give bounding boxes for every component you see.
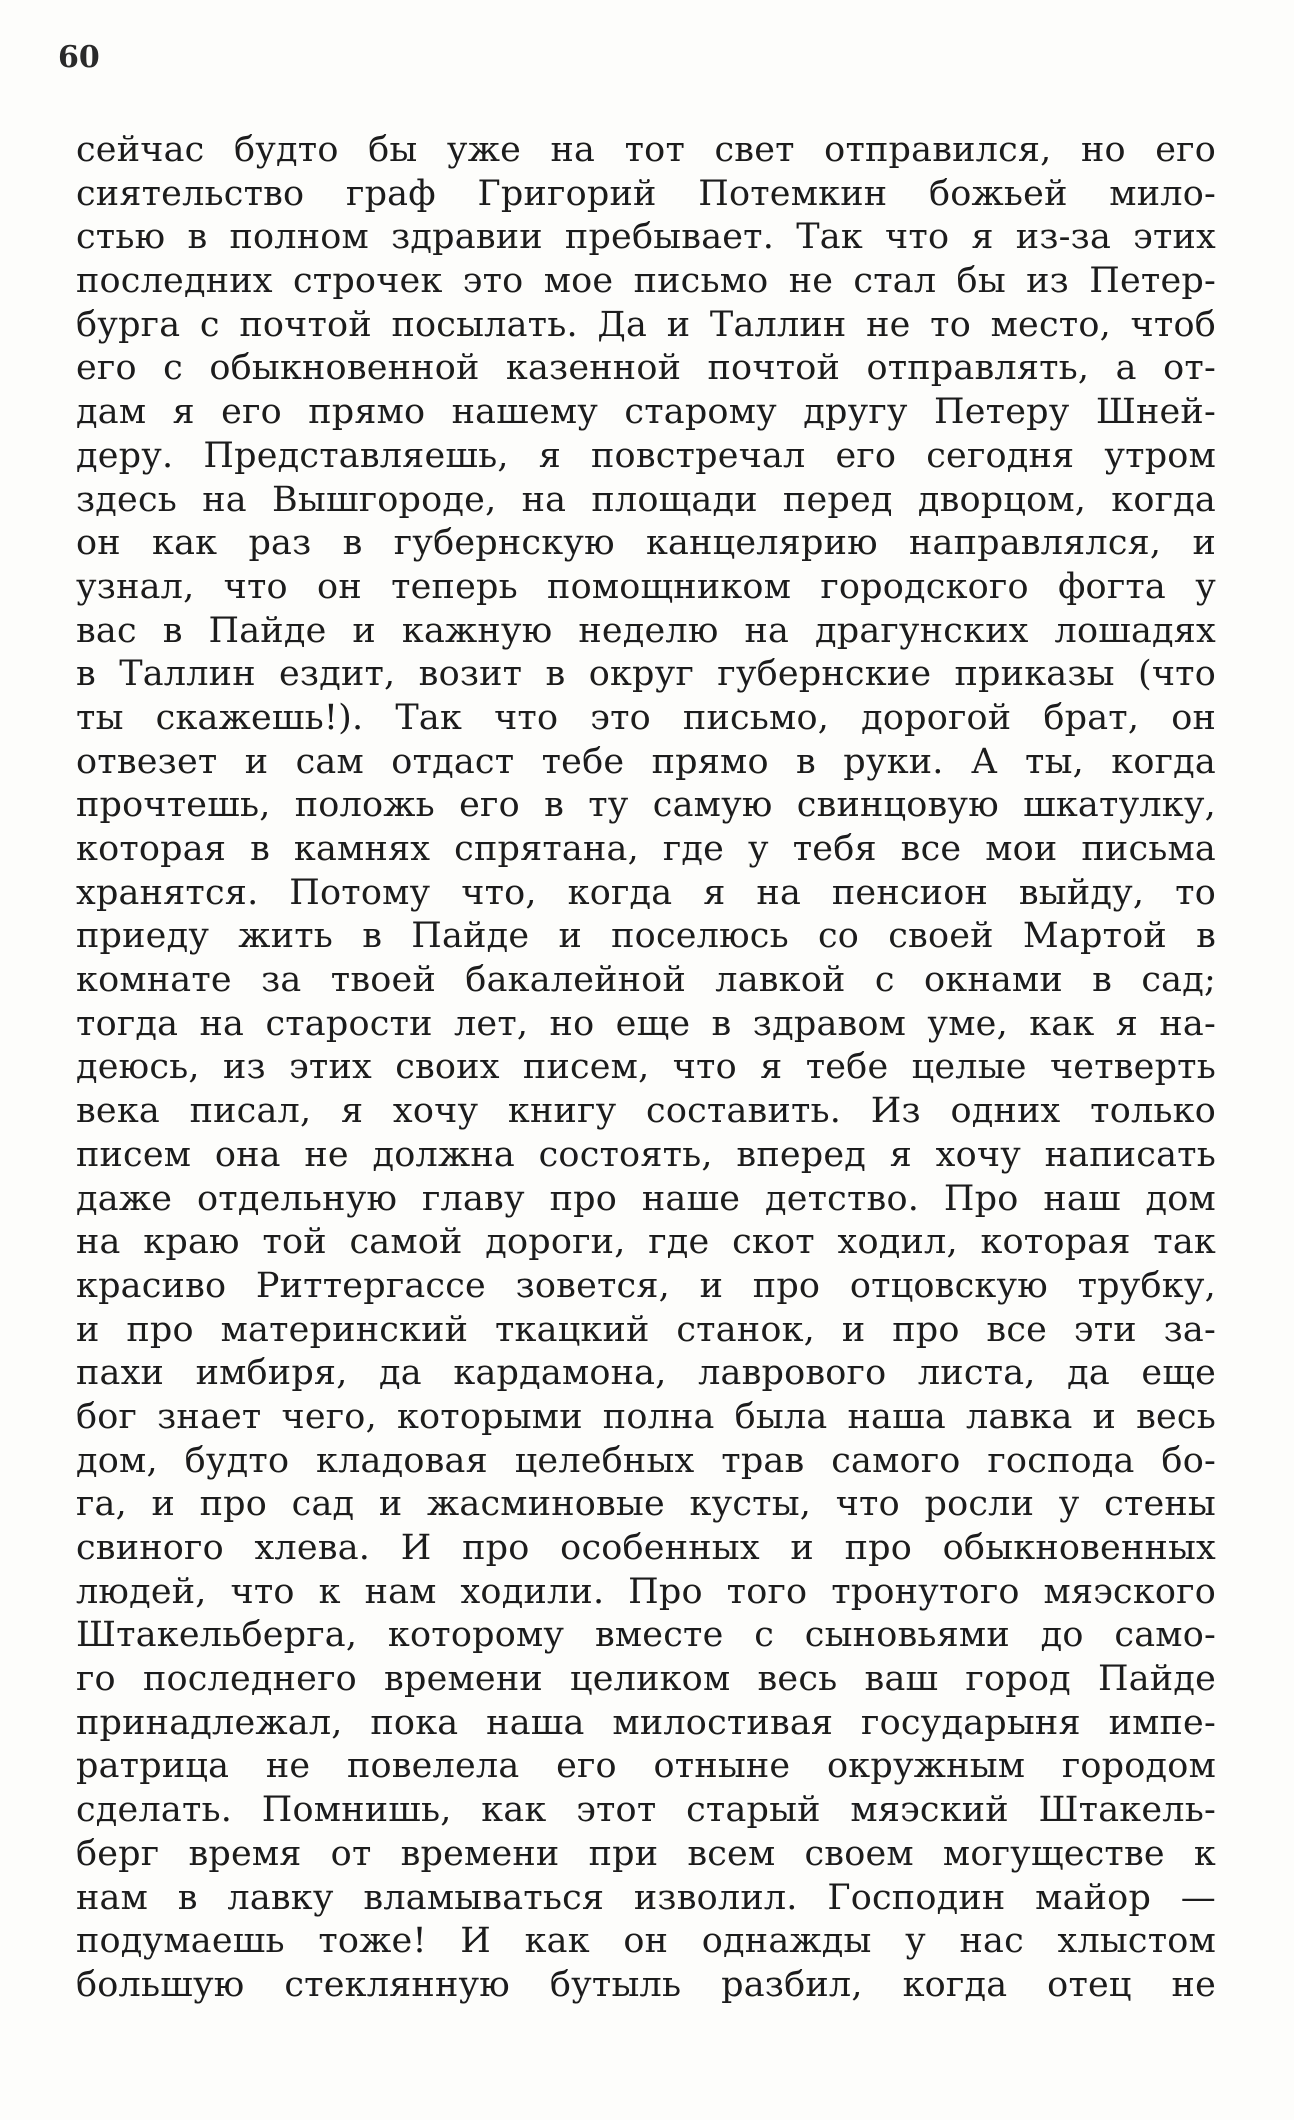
text-line: здесь на Вышгороде, на площади перед дворцом, когда [76, 479, 1216, 520]
text-line: красиво Риттергассе зовется, и про отцовскую трубку, [76, 1265, 1216, 1306]
text-line: сделать. Помнишь, как этот старый мяэский Штакель- [76, 1790, 1216, 1831]
text-line: большую стеклянную бутыль разбил, когда отец не [76, 1964, 1216, 2005]
text-line: деюсь, из этих своих писем, что я тебе целые четверть [76, 1047, 1216, 1088]
page-number: 60 [58, 40, 100, 75]
text-line: на краю той самой дороги, где скот ходил, которая так [76, 1222, 1216, 1263]
text-line: ты скажешь!). Так что это письмо, дорогой брат, он [76, 697, 1216, 738]
text-line: хранятся. Потому что, когда я на пенсион выйду, то [76, 872, 1216, 913]
text-line: которая в камнях спрятана, где у тебя все мои письма [76, 829, 1216, 869]
body-text [76, 129, 1216, 2008]
text-line: принадлежал, пока наша милостивая государыня импе- [76, 1702, 1216, 1743]
text-line: он как раз в губернскую канцелярию направлялся, и [76, 523, 1216, 564]
text-line: людей, что к нам ходили. Про того тронутого мяэского [76, 1571, 1216, 1612]
text-line: ратрица не повелела его отныне окружным городом [76, 1746, 1216, 1787]
text-line: нам в лавку вламываться изволил. Господин майор — [76, 1877, 1216, 1918]
text-line: комнате за твоей бакалейной лавкой с окнами в сад; [76, 960, 1216, 1001]
text-line: даже отдельную главу про наше детство. Про наш дом [76, 1178, 1216, 1219]
text-line: стью в полном здравии пребывает. Так что я из-за этих [76, 217, 1216, 258]
text-line: вас в Пайде и кажную неделю на драгунских лошадях [76, 610, 1216, 651]
text-line: деру. Представляешь, я повстречал его сегодня утром [76, 435, 1216, 476]
text-line: и про материнский ткацкий станок, и про все эти за- [76, 1309, 1216, 1350]
text-line: го последнего времени целиком весь ваш город Пайде [76, 1659, 1216, 1700]
text-line: берг время от времени при всем своем могуществе к [76, 1833, 1216, 1874]
text-line: узнал, что он теперь помощником городского фогта у [76, 566, 1216, 607]
text-line: га, и про сад и жасминовые кусты, что росли у стены [76, 1484, 1216, 1525]
text-line: подумаешь тоже! И как он однажды у нас хлыстом [76, 1921, 1216, 1962]
text-line: века писал, я хочу книгу составить. Из одних только [76, 1091, 1216, 1132]
text-line: бог знает чего, которыми полна была наша лавка и весь [76, 1396, 1216, 1437]
text-line: дам я его прямо нашему старому другу Петеру Шней- [76, 392, 1216, 433]
text-line: приеду жить в Пайде и поселюсь со своей Мартой в [76, 916, 1216, 957]
text-line: писем она не должна состоять, вперед я хочу написать [76, 1134, 1216, 1175]
text-line: его с обыкновенной казенной почтой отправлять, а от- [76, 348, 1216, 389]
text-line: Штакельберга, которому вместе с сыновьями до само- [76, 1615, 1216, 1656]
text-line: тогда на старости лет, но еще в здравом уме, как я на- [76, 1003, 1216, 1044]
text-line: отвезет и сам отдаст тебе прямо в руки. А ты, когда [76, 741, 1216, 782]
text-line: в Таллин ездит, возит в округ губернские приказы (что [76, 654, 1216, 695]
text-line: бурга с почтой посылать. Да и Таллин не то место, чтоб [76, 304, 1216, 345]
text-line: дом, будто кладовая целебных трав самого господа бо- [76, 1440, 1216, 1481]
text-line: прочтешь, положь его в ту самую свинцовую шкатулку, [76, 785, 1216, 826]
text-line: последних строчек это мое письмо не стал бы из Петер- [76, 261, 1216, 302]
text-line: пахи имбиря, да кардамона, лаврового листа, да еще [76, 1353, 1216, 1394]
text-line: свиного хлева. И про особенных и про обыкновенных [76, 1528, 1216, 1568]
text-line: сиятельство граф Григорий Потемкин божьей мило- [76, 173, 1216, 214]
text-line: сейчас будто бы уже на тот свет отправился, но его [76, 130, 1216, 170]
